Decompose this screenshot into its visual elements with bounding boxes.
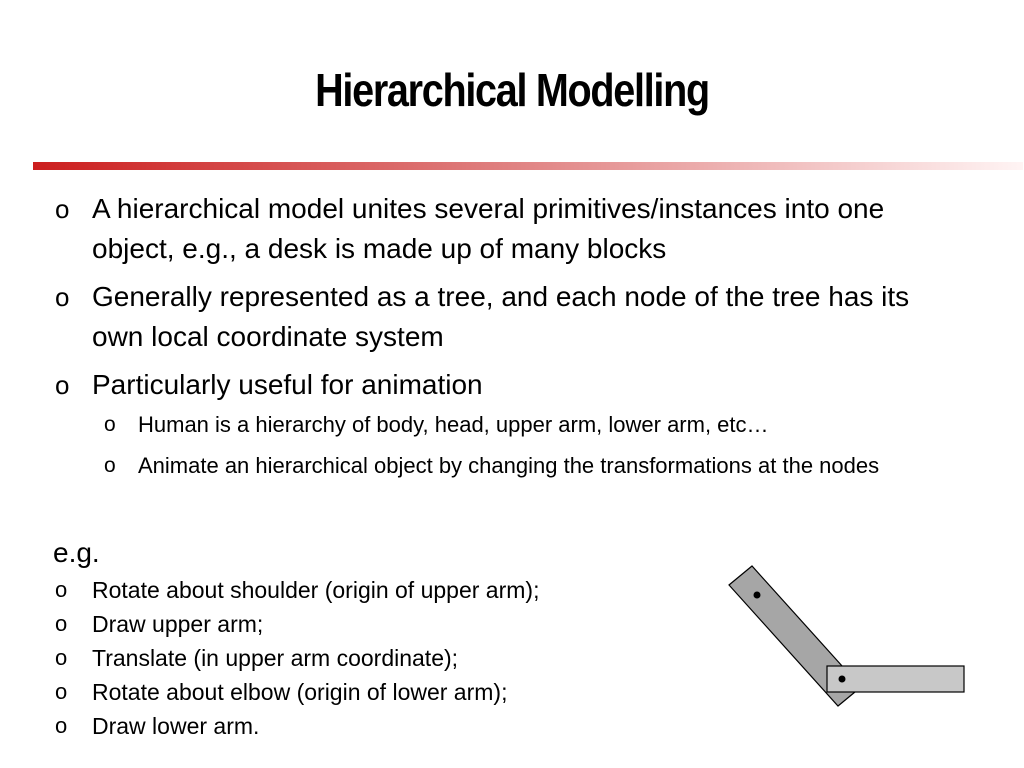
list-item xyxy=(55,189,935,269)
lower-arm-shape xyxy=(827,666,964,692)
bullet-marker: o xyxy=(104,454,116,477)
bullet-marker: o xyxy=(55,679,68,704)
bullet-marker: o xyxy=(55,282,70,312)
list-item xyxy=(55,365,935,483)
main-bullet-list xyxy=(55,189,935,491)
bullet-marker: o xyxy=(55,370,70,400)
step-text: Rotate about shoulder (origin of upper arm); xyxy=(92,577,540,603)
list-item xyxy=(104,448,935,483)
step-text: Draw lower arm. xyxy=(92,713,260,739)
bullet-marker: o xyxy=(55,645,68,670)
upper-arm-shape xyxy=(729,566,861,706)
list-item xyxy=(55,709,695,743)
list-item xyxy=(55,277,935,357)
list-item xyxy=(55,675,695,709)
elbow-joint-dot xyxy=(839,676,846,683)
bullet-marker: o xyxy=(55,577,68,602)
step-text: Translate (in upper arm coordinate); xyxy=(92,645,459,671)
list-item xyxy=(55,641,695,675)
bullet-text: Generally represented as a tree, and each node of the tree has its own local coordinate system xyxy=(92,281,910,352)
bullet-marker: o xyxy=(104,413,116,436)
sub-bullet-text: Human is a hierarchy of body, head, upper arm, lower arm, etc… xyxy=(138,412,769,437)
bullet-text: A hierarchical model unites several primitives/instances into one object, e.g., a desk is made up of many blocks xyxy=(92,193,885,264)
title-divider xyxy=(33,162,1023,170)
bullet-text: Particularly useful for animation xyxy=(92,369,483,400)
list-item xyxy=(55,573,695,607)
example-label: e.g. xyxy=(53,537,100,568)
example-steps-list xyxy=(55,573,695,743)
step-text: Rotate about elbow (origin of lower arm); xyxy=(92,679,508,705)
bullet-marker: o xyxy=(55,713,68,738)
list-item xyxy=(104,407,935,442)
sub-bullet-text: Animate an hierarchical object by changing the transformations at the nodes xyxy=(138,453,880,478)
bullet-marker: o xyxy=(55,194,70,224)
slide-title: Hierarchical Modelling xyxy=(315,64,709,116)
sub-bullet-list xyxy=(92,407,935,483)
shoulder-joint-dot xyxy=(754,592,761,599)
bullet-marker: o xyxy=(55,611,68,636)
list-item xyxy=(55,607,695,641)
step-text: Draw upper arm; xyxy=(92,611,264,637)
